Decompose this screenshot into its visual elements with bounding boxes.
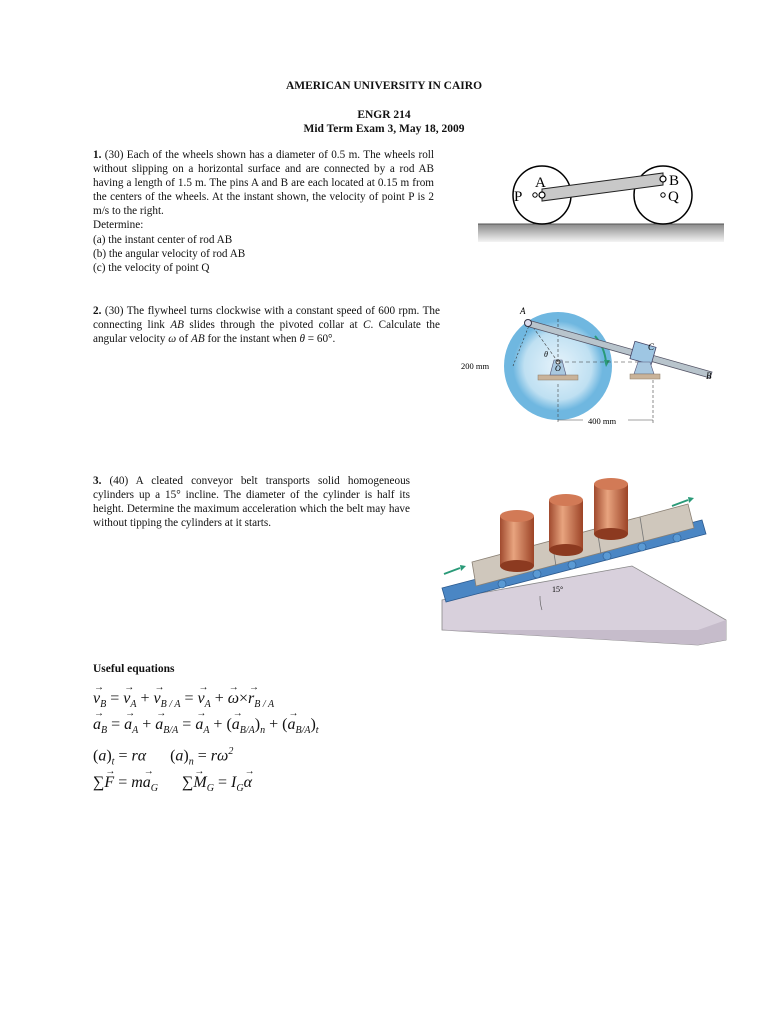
- problem-3-text: (40) A cleated conveyor belt transports solid homogeneous cylinders up a 15° incline. The diameter of the cylinder is half its height. Determine the maximum acceleration which the belt may have without tipping the cylinders at it starts.: [93, 475, 411, 530]
- problem-2-text-part: for the instant when: [204, 333, 300, 346]
- equation-newton: ∑→ $F = m\to a_G$ ∑→ $M_G = I_G\to \alpha$: [93, 774, 252, 794]
- equations-heading: Useful equations: [93, 663, 175, 675]
- label-p: P: [514, 189, 523, 205]
- problem-2-text-part: of: [176, 333, 192, 346]
- cylinder: [500, 510, 534, 572]
- problem-2-text-part: = 60°.: [304, 333, 336, 346]
- ground: [478, 224, 724, 242]
- problem-2-link-ab: AB: [191, 333, 205, 346]
- problem-1-part-b: (b) the angular velocity of rod AB: [93, 247, 246, 260]
- conveyor-figure: [432, 470, 730, 648]
- problem-2-collar-c: C: [362, 319, 371, 332]
- motion-arrow-icon: [444, 568, 460, 574]
- exam-title: Mid Term Exam 3, May 18, 2009: [303, 123, 465, 135]
- fig-label-b: B: [706, 371, 712, 381]
- equation-tangential-normal: $(a)_t = r\alpha$ $(a)_n = r\omega^2$: [93, 746, 234, 768]
- equation-acceleration: → $a_B$ = → $a_A$ + → $a_{B/A}$ = → $a_A$ + (→ $a_{B/A})_n$ + (→ $a_{B/A})_t$: [93, 716, 319, 736]
- radius-label: 200 mm: [461, 361, 490, 371]
- point-p-marker: [533, 193, 537, 197]
- fig-label-theta: θ: [544, 350, 548, 359]
- problem-1-text: (30) Each of the wheels shown has a diameter of 0.5 m. The wheels roll without slipping on a horizontal surface and are connected by a rod AB having a length of 1.5 m. The pins A and B are each located at 0.15 m from the centers of the wheels. At the instant shown, the velocity of point P is 2 m/s to the right.: [93, 149, 435, 218]
- problem-3-number: 3.: [93, 475, 102, 487]
- cylinder: [549, 494, 583, 556]
- problem-2-text-part: (30) The flywheel turns clockwise with a constant speed of 600 rpm. The connecting link: [93, 305, 440, 332]
- problem-1-number: 1.: [93, 149, 102, 161]
- rod-ab: [542, 173, 663, 201]
- problem-2-omega: ω: [168, 333, 177, 346]
- pin-a: [525, 320, 532, 327]
- fig-label-c: C: [648, 342, 655, 352]
- label-b: B: [669, 173, 680, 189]
- problem-1-determine: Determine:: [93, 219, 144, 232]
- equation-velocity: → $v_B$ = → $v_A$ + → $v_{B / A}$ = → $v_A$ + → $\omega\times\to r_{B / A}$: [93, 690, 274, 710]
- problem-1-part-a: (a) the instant center of rod AB: [93, 233, 233, 246]
- university-title: AMERICAN UNIVERSITY IN CAIRO: [285, 80, 483, 92]
- problem-1-part-c: (c) the velocity of point Q: [93, 261, 210, 274]
- problem-2: [93, 304, 440, 346]
- problem-2-link-ab: AB: [170, 319, 184, 332]
- problem-2-number: 2.: [93, 305, 102, 317]
- wheels-figure: [476, 140, 726, 250]
- fig-label-o: O: [555, 364, 561, 373]
- point-q-marker: [661, 193, 665, 197]
- fig-label-a: A: [520, 306, 526, 316]
- problem-2-theta: θ: [299, 333, 305, 346]
- label-a: A: [535, 175, 546, 191]
- angle-label: 15°: [552, 585, 564, 594]
- problem-2-text-part: . Calculate the angular velocity: [93, 319, 440, 346]
- distance-label: 400 mm: [588, 416, 617, 426]
- problem-3: [93, 474, 410, 530]
- problem-2-text-part: slides through the pivoted collar at: [184, 319, 363, 332]
- course-code: ENGR 214: [357, 109, 411, 121]
- label-q: Q: [668, 189, 679, 205]
- cylinder: [594, 478, 628, 540]
- flywheel-figure: [458, 300, 728, 435]
- problem-1: [93, 148, 434, 275]
